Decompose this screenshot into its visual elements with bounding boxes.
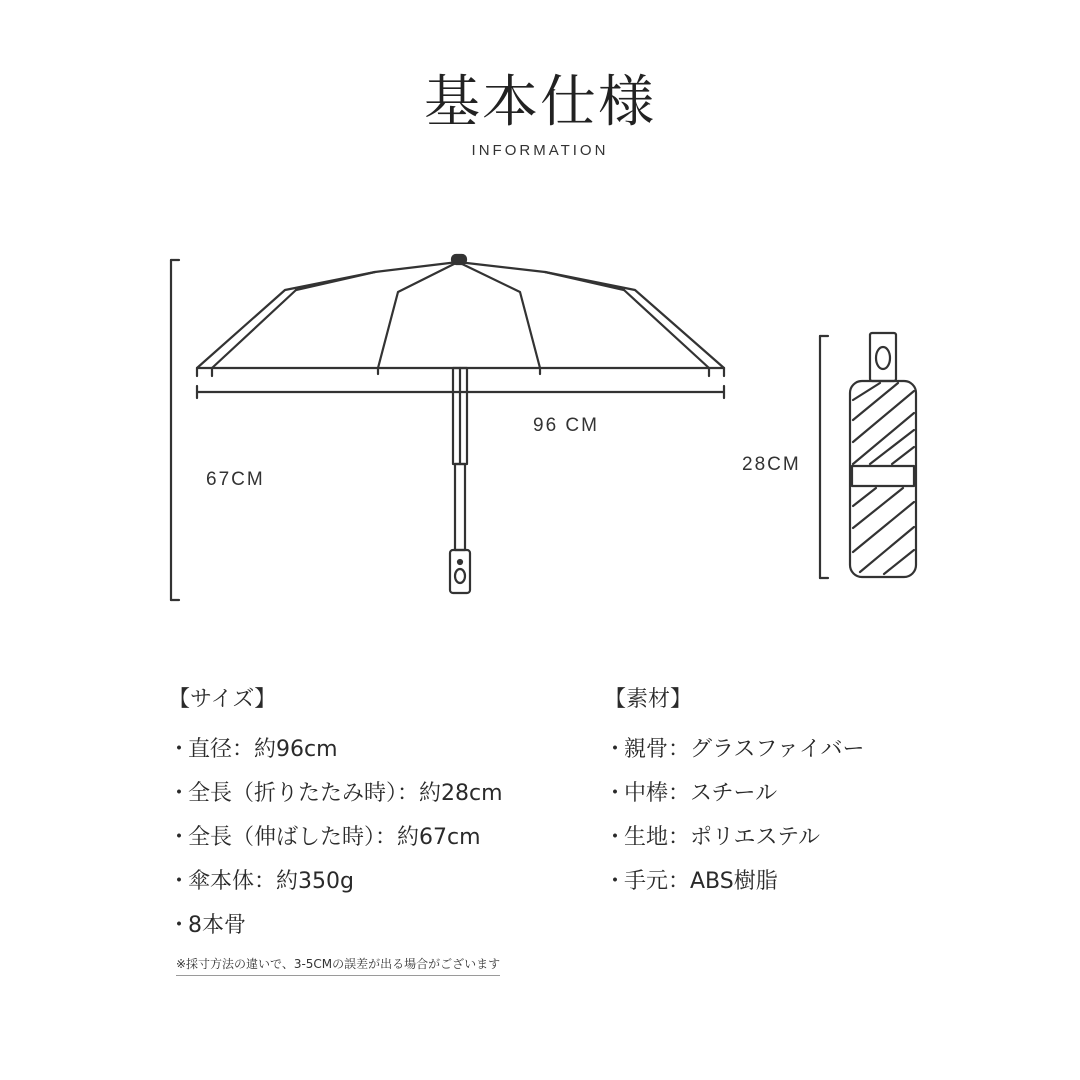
bullet: ・	[604, 737, 627, 762]
material-section	[604, 684, 864, 904]
diameter-label: 96 CM	[533, 415, 599, 436]
umbrella-handle	[450, 550, 470, 593]
size-item-text: 全長（伸ばした時）：約67cm	[188, 825, 481, 850]
open-length-label: 67CM	[206, 469, 265, 490]
folded-umbrella	[850, 333, 916, 577]
bullet: ・	[168, 913, 191, 938]
folded-length-bracket	[820, 336, 828, 578]
material-item-text: 生地：ポリエステル	[624, 825, 821, 850]
size-item	[168, 728, 503, 772]
umbrella-shaft	[453, 368, 467, 550]
measurement-note: ※採寸方法の違いで、3-5CMの誤差が出る場合がございます	[176, 955, 500, 976]
bullet: ・	[168, 825, 191, 850]
folded-length-label: 28CM	[742, 454, 801, 475]
size-item-text: 8本骨	[188, 913, 246, 938]
page-subtitle: INFORMATION	[471, 142, 609, 159]
material-item	[604, 860, 864, 904]
bullet: ・	[604, 781, 627, 806]
material-item-text: 親骨：グラスファイバー	[624, 737, 865, 762]
umbrella-top-knob	[452, 255, 466, 264]
material-item-text: 中棒：スチール	[624, 781, 778, 806]
bullet: ・	[604, 869, 627, 894]
size-item	[168, 904, 503, 948]
bullet: ・	[168, 869, 191, 894]
size-item	[168, 772, 503, 816]
material-item	[604, 772, 864, 816]
page-title: 基本仕様	[424, 70, 656, 135]
bullet: ・	[604, 825, 627, 850]
size-item-text: 傘本体：約350g	[188, 869, 354, 894]
material-item	[604, 816, 864, 860]
size-section	[168, 684, 503, 948]
size-item-text: 全長（折りたたみ時）：約28cm	[188, 781, 503, 806]
open-umbrella-canopy	[197, 262, 724, 376]
size-heading: 【サイズ】	[168, 687, 277, 712]
open-length-bracket	[171, 260, 179, 600]
material-heading: 【素材】	[604, 687, 693, 712]
material-item-text: 手元：ABS樹脂	[624, 869, 778, 894]
material-item	[604, 728, 864, 772]
bullet: ・	[168, 781, 191, 806]
size-item-text: 直径：約96cm	[188, 737, 338, 762]
size-item	[168, 860, 503, 904]
size-item	[168, 816, 503, 860]
bullet: ・	[168, 737, 191, 762]
